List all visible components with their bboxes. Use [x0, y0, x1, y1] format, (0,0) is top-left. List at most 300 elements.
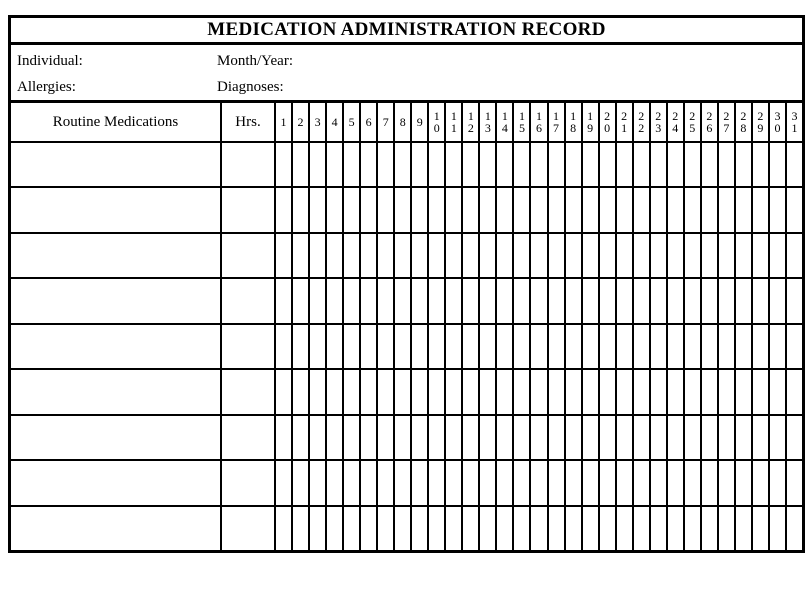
- day-cell[interactable]: [310, 416, 325, 459]
- day-cell[interactable]: [702, 279, 717, 322]
- day-cell[interactable]: [531, 325, 546, 368]
- day-cell[interactable]: [446, 370, 461, 413]
- day-cell[interactable]: [634, 370, 649, 413]
- day-cell[interactable]: [412, 507, 427, 550]
- day-cell[interactable]: [634, 188, 649, 231]
- day-cell[interactable]: [566, 188, 581, 231]
- day-cell[interactable]: [497, 507, 512, 550]
- day-cell[interactable]: [327, 325, 342, 368]
- day-cell[interactable]: [293, 461, 308, 504]
- day-cell[interactable]: [446, 234, 461, 277]
- day-cell[interactable]: [617, 507, 632, 550]
- day-cell[interactable]: [531, 143, 546, 186]
- day-cell[interactable]: [531, 188, 546, 231]
- day-cell[interactable]: [497, 370, 512, 413]
- day-cell[interactable]: [497, 234, 512, 277]
- hours-cell[interactable]: [222, 188, 274, 231]
- day-cell[interactable]: [310, 188, 325, 231]
- medication-name-cell[interactable]: [11, 416, 220, 459]
- day-cell[interactable]: [736, 325, 751, 368]
- day-cell[interactable]: [600, 461, 615, 504]
- day-cell[interactable]: [651, 234, 666, 277]
- day-cell[interactable]: [719, 143, 734, 186]
- day-cell[interactable]: [787, 507, 802, 550]
- day-cell[interactable]: [480, 234, 495, 277]
- day-cell[interactable]: [429, 461, 444, 504]
- day-cell[interactable]: [566, 143, 581, 186]
- day-cell[interactable]: [685, 188, 700, 231]
- day-cell[interactable]: [583, 416, 598, 459]
- day-cell[interactable]: [668, 507, 683, 550]
- day-cell[interactable]: [668, 188, 683, 231]
- day-cell[interactable]: [787, 188, 802, 231]
- day-cell[interactable]: [651, 188, 666, 231]
- day-cell[interactable]: [429, 234, 444, 277]
- day-cell[interactable]: [583, 279, 598, 322]
- day-cell[interactable]: [412, 461, 427, 504]
- day-cell[interactable]: [429, 188, 444, 231]
- day-cell[interactable]: [719, 279, 734, 322]
- day-cell[interactable]: [480, 416, 495, 459]
- medication-name-cell[interactable]: [11, 234, 220, 277]
- day-cell[interactable]: [787, 234, 802, 277]
- day-cell[interactable]: [327, 461, 342, 504]
- hours-cell[interactable]: [222, 279, 274, 322]
- day-cell[interactable]: [293, 507, 308, 550]
- day-cell[interactable]: [685, 461, 700, 504]
- day-cell[interactable]: [480, 370, 495, 413]
- day-cell[interactable]: [463, 279, 478, 322]
- day-cell[interactable]: [719, 188, 734, 231]
- day-cell[interactable]: [378, 507, 393, 550]
- day-cell[interactable]: [549, 416, 564, 459]
- day-cell[interactable]: [276, 325, 291, 368]
- day-cell[interactable]: [276, 188, 291, 231]
- day-cell[interactable]: [463, 416, 478, 459]
- day-cell[interactable]: [480, 143, 495, 186]
- day-cell[interactable]: [702, 507, 717, 550]
- day-cell[interactable]: [617, 188, 632, 231]
- day-cell[interactable]: [429, 370, 444, 413]
- day-cell[interactable]: [753, 188, 768, 231]
- day-cell[interactable]: [327, 188, 342, 231]
- day-cell[interactable]: [668, 143, 683, 186]
- day-cell[interactable]: [344, 461, 359, 504]
- day-cell[interactable]: [514, 234, 529, 277]
- day-cell[interactable]: [463, 143, 478, 186]
- day-cell[interactable]: [617, 325, 632, 368]
- day-cell[interactable]: [685, 234, 700, 277]
- day-cell[interactable]: [770, 143, 785, 186]
- day-cell[interactable]: [753, 416, 768, 459]
- day-cell[interactable]: [395, 234, 410, 277]
- day-cell[interactable]: [600, 416, 615, 459]
- day-cell[interactable]: [395, 325, 410, 368]
- day-cell[interactable]: [310, 325, 325, 368]
- day-cell[interactable]: [719, 325, 734, 368]
- day-cell[interactable]: [446, 507, 461, 550]
- day-cell[interactable]: [378, 461, 393, 504]
- medication-name-cell[interactable]: [11, 143, 220, 186]
- day-cell[interactable]: [446, 279, 461, 322]
- day-cell[interactable]: [497, 325, 512, 368]
- day-cell[interactable]: [736, 461, 751, 504]
- day-cell[interactable]: [480, 325, 495, 368]
- day-cell[interactable]: [327, 370, 342, 413]
- day-cell[interactable]: [753, 370, 768, 413]
- day-cell[interactable]: [685, 143, 700, 186]
- day-cell[interactable]: [480, 507, 495, 550]
- day-cell[interactable]: [514, 416, 529, 459]
- day-cell[interactable]: [685, 325, 700, 368]
- day-cell[interactable]: [651, 416, 666, 459]
- day-cell[interactable]: [293, 188, 308, 231]
- day-cell[interactable]: [293, 370, 308, 413]
- day-cell[interactable]: [276, 370, 291, 413]
- day-cell[interactable]: [566, 461, 581, 504]
- day-cell[interactable]: [651, 370, 666, 413]
- day-cell[interactable]: [770, 370, 785, 413]
- day-cell[interactable]: [344, 325, 359, 368]
- day-cell[interactable]: [378, 143, 393, 186]
- day-cell[interactable]: [412, 188, 427, 231]
- day-cell[interactable]: [634, 325, 649, 368]
- day-cell[interactable]: [549, 507, 564, 550]
- day-cell[interactable]: [668, 416, 683, 459]
- day-cell[interactable]: [770, 234, 785, 277]
- day-cell[interactable]: [378, 188, 393, 231]
- day-cell[interactable]: [310, 461, 325, 504]
- day-cell[interactable]: [702, 143, 717, 186]
- day-cell[interactable]: [361, 143, 376, 186]
- day-cell[interactable]: [412, 143, 427, 186]
- day-cell[interactable]: [531, 370, 546, 413]
- day-cell[interactable]: [668, 279, 683, 322]
- day-cell[interactable]: [787, 279, 802, 322]
- day-cell[interactable]: [787, 461, 802, 504]
- day-cell[interactable]: [446, 143, 461, 186]
- day-cell[interactable]: [668, 461, 683, 504]
- day-cell[interactable]: [549, 279, 564, 322]
- day-cell[interactable]: [685, 370, 700, 413]
- day-cell[interactable]: [719, 507, 734, 550]
- day-cell[interactable]: [395, 143, 410, 186]
- hours-cell[interactable]: [222, 370, 274, 413]
- day-cell[interactable]: [634, 279, 649, 322]
- day-cell[interactable]: [276, 416, 291, 459]
- day-cell[interactable]: [378, 325, 393, 368]
- hours-cell[interactable]: [222, 416, 274, 459]
- day-cell[interactable]: [549, 325, 564, 368]
- day-cell[interactable]: [770, 279, 785, 322]
- day-cell[interactable]: [668, 234, 683, 277]
- day-cell[interactable]: [702, 370, 717, 413]
- day-cell[interactable]: [293, 279, 308, 322]
- medication-name-cell[interactable]: [11, 461, 220, 504]
- day-cell[interactable]: [480, 188, 495, 231]
- day-cell[interactable]: [702, 325, 717, 368]
- day-cell[interactable]: [736, 279, 751, 322]
- day-cell[interactable]: [566, 279, 581, 322]
- day-cell[interactable]: [736, 143, 751, 186]
- day-cell[interactable]: [429, 416, 444, 459]
- day-cell[interactable]: [480, 461, 495, 504]
- day-cell[interactable]: [600, 188, 615, 231]
- day-cell[interactable]: [651, 279, 666, 322]
- medication-name-cell[interactable]: [11, 279, 220, 322]
- day-cell[interactable]: [753, 507, 768, 550]
- day-cell[interactable]: [429, 279, 444, 322]
- day-cell[interactable]: [361, 234, 376, 277]
- day-cell[interactable]: [736, 188, 751, 231]
- day-cell[interactable]: [412, 279, 427, 322]
- day-cell[interactable]: [514, 370, 529, 413]
- day-cell[interactable]: [600, 507, 615, 550]
- day-cell[interactable]: [463, 461, 478, 504]
- day-cell[interactable]: [480, 279, 495, 322]
- day-cell[interactable]: [583, 370, 598, 413]
- day-cell[interactable]: [600, 325, 615, 368]
- day-cell[interactable]: [276, 143, 291, 186]
- day-cell[interactable]: [651, 507, 666, 550]
- day-cell[interactable]: [719, 416, 734, 459]
- day-cell[interactable]: [497, 188, 512, 231]
- day-cell[interactable]: [429, 507, 444, 550]
- day-cell[interactable]: [549, 143, 564, 186]
- day-cell[interactable]: [395, 461, 410, 504]
- day-cell[interactable]: [617, 279, 632, 322]
- hours-cell[interactable]: [222, 234, 274, 277]
- day-cell[interactable]: [549, 234, 564, 277]
- day-cell[interactable]: [344, 370, 359, 413]
- day-cell[interactable]: [310, 279, 325, 322]
- day-cell[interactable]: [310, 143, 325, 186]
- day-cell[interactable]: [583, 325, 598, 368]
- day-cell[interactable]: [566, 507, 581, 550]
- day-cell[interactable]: [617, 143, 632, 186]
- day-cell[interactable]: [736, 416, 751, 459]
- day-cell[interactable]: [600, 234, 615, 277]
- day-cell[interactable]: [514, 325, 529, 368]
- day-cell[interactable]: [583, 507, 598, 550]
- day-cell[interactable]: [293, 325, 308, 368]
- day-cell[interactable]: [497, 279, 512, 322]
- day-cell[interactable]: [310, 507, 325, 550]
- day-cell[interactable]: [429, 325, 444, 368]
- day-cell[interactable]: [787, 143, 802, 186]
- day-cell[interactable]: [361, 188, 376, 231]
- day-cell[interactable]: [634, 507, 649, 550]
- day-cell[interactable]: [463, 507, 478, 550]
- day-cell[interactable]: [514, 507, 529, 550]
- day-cell[interactable]: [361, 461, 376, 504]
- medication-name-cell[interactable]: [11, 188, 220, 231]
- day-cell[interactable]: [787, 416, 802, 459]
- day-cell[interactable]: [634, 461, 649, 504]
- day-cell[interactable]: [685, 279, 700, 322]
- day-cell[interactable]: [787, 325, 802, 368]
- day-cell[interactable]: [531, 507, 546, 550]
- day-cell[interactable]: [327, 234, 342, 277]
- day-cell[interactable]: [361, 370, 376, 413]
- day-cell[interactable]: [531, 279, 546, 322]
- day-cell[interactable]: [514, 143, 529, 186]
- hours-cell[interactable]: [222, 507, 274, 550]
- day-cell[interactable]: [412, 416, 427, 459]
- day-cell[interactable]: [702, 188, 717, 231]
- day-cell[interactable]: [412, 325, 427, 368]
- day-cell[interactable]: [668, 370, 683, 413]
- day-cell[interactable]: [702, 234, 717, 277]
- day-cell[interactable]: [327, 416, 342, 459]
- day-cell[interactable]: [685, 507, 700, 550]
- day-cell[interactable]: [617, 461, 632, 504]
- day-cell[interactable]: [412, 234, 427, 277]
- day-cell[interactable]: [702, 416, 717, 459]
- diagnoses-value-area[interactable]: [301, 79, 786, 97]
- day-cell[interactable]: [344, 416, 359, 459]
- day-cell[interactable]: [395, 188, 410, 231]
- day-cell[interactable]: [566, 325, 581, 368]
- day-cell[interactable]: [719, 461, 734, 504]
- day-cell[interactable]: [463, 370, 478, 413]
- day-cell[interactable]: [770, 507, 785, 550]
- day-cell[interactable]: [719, 370, 734, 413]
- day-cell[interactable]: [344, 188, 359, 231]
- day-cell[interactable]: [787, 370, 802, 413]
- day-cell[interactable]: [600, 279, 615, 322]
- day-cell[interactable]: [310, 234, 325, 277]
- day-cell[interactable]: [753, 143, 768, 186]
- day-cell[interactable]: [617, 416, 632, 459]
- day-cell[interactable]: [395, 507, 410, 550]
- medication-name-cell[interactable]: [11, 325, 220, 368]
- day-cell[interactable]: [753, 279, 768, 322]
- day-cell[interactable]: [719, 234, 734, 277]
- medication-name-cell[interactable]: [11, 507, 220, 550]
- day-cell[interactable]: [378, 279, 393, 322]
- hours-cell[interactable]: [222, 143, 274, 186]
- day-cell[interactable]: [651, 461, 666, 504]
- day-cell[interactable]: [549, 461, 564, 504]
- day-cell[interactable]: [327, 507, 342, 550]
- day-cell[interactable]: [634, 416, 649, 459]
- day-cell[interactable]: [668, 325, 683, 368]
- day-cell[interactable]: [361, 325, 376, 368]
- day-cell[interactable]: [617, 370, 632, 413]
- day-cell[interactable]: [566, 370, 581, 413]
- day-cell[interactable]: [583, 234, 598, 277]
- medication-name-cell[interactable]: [11, 370, 220, 413]
- day-cell[interactable]: [395, 279, 410, 322]
- day-cell[interactable]: [327, 279, 342, 322]
- day-cell[interactable]: [395, 416, 410, 459]
- day-cell[interactable]: [310, 370, 325, 413]
- allergies-value-area[interactable]: [86, 79, 211, 97]
- day-cell[interactable]: [770, 416, 785, 459]
- day-cell[interactable]: [514, 279, 529, 322]
- day-cell[interactable]: [736, 370, 751, 413]
- day-cell[interactable]: [361, 279, 376, 322]
- day-cell[interactable]: [651, 143, 666, 186]
- day-cell[interactable]: [770, 325, 785, 368]
- hours-cell[interactable]: [222, 325, 274, 368]
- day-cell[interactable]: [531, 461, 546, 504]
- day-cell[interactable]: [531, 234, 546, 277]
- day-cell[interactable]: [583, 461, 598, 504]
- day-cell[interactable]: [583, 188, 598, 231]
- day-cell[interactable]: [378, 370, 393, 413]
- day-cell[interactable]: [412, 370, 427, 413]
- day-cell[interactable]: [463, 234, 478, 277]
- day-cell[interactable]: [770, 188, 785, 231]
- day-cell[interactable]: [293, 143, 308, 186]
- day-cell[interactable]: [446, 188, 461, 231]
- day-cell[interactable]: [497, 143, 512, 186]
- day-cell[interactable]: [463, 325, 478, 368]
- day-cell[interactable]: [583, 143, 598, 186]
- day-cell[interactable]: [276, 507, 291, 550]
- day-cell[interactable]: [276, 279, 291, 322]
- day-cell[interactable]: [753, 234, 768, 277]
- day-cell[interactable]: [531, 416, 546, 459]
- day-cell[interactable]: [429, 143, 444, 186]
- day-cell[interactable]: [446, 461, 461, 504]
- day-cell[interactable]: [651, 325, 666, 368]
- day-cell[interactable]: [736, 507, 751, 550]
- day-cell[interactable]: [446, 325, 461, 368]
- individual-value-area[interactable]: [96, 53, 211, 71]
- day-cell[interactable]: [566, 234, 581, 277]
- day-cell[interactable]: [276, 461, 291, 504]
- day-cell[interactable]: [770, 461, 785, 504]
- day-cell[interactable]: [497, 416, 512, 459]
- day-cell[interactable]: [497, 461, 512, 504]
- day-cell[interactable]: [276, 234, 291, 277]
- day-cell[interactable]: [327, 143, 342, 186]
- day-cell[interactable]: [753, 325, 768, 368]
- day-cell[interactable]: [463, 188, 478, 231]
- day-cell[interactable]: [514, 461, 529, 504]
- day-cell[interactable]: [395, 370, 410, 413]
- day-cell[interactable]: [685, 416, 700, 459]
- day-cell[interactable]: [344, 507, 359, 550]
- day-cell[interactable]: [344, 143, 359, 186]
- day-cell[interactable]: [600, 370, 615, 413]
- day-cell[interactable]: [634, 234, 649, 277]
- day-cell[interactable]: [293, 234, 308, 277]
- day-cell[interactable]: [617, 234, 632, 277]
- day-cell[interactable]: [344, 234, 359, 277]
- day-cell[interactable]: [600, 143, 615, 186]
- day-cell[interactable]: [514, 188, 529, 231]
- day-cell[interactable]: [361, 507, 376, 550]
- month-year-value-area[interactable]: [306, 53, 786, 71]
- day-cell[interactable]: [753, 461, 768, 504]
- day-cell[interactable]: [566, 416, 581, 459]
- day-cell[interactable]: [446, 416, 461, 459]
- day-cell[interactable]: [293, 416, 308, 459]
- day-cell[interactable]: [378, 416, 393, 459]
- hours-cell[interactable]: [222, 461, 274, 504]
- day-cell[interactable]: [378, 234, 393, 277]
- day-cell[interactable]: [736, 234, 751, 277]
- day-cell[interactable]: [634, 143, 649, 186]
- day-cell[interactable]: [549, 188, 564, 231]
- day-cell[interactable]: [549, 370, 564, 413]
- day-cell[interactable]: [702, 461, 717, 504]
- day-cell[interactable]: [361, 416, 376, 459]
